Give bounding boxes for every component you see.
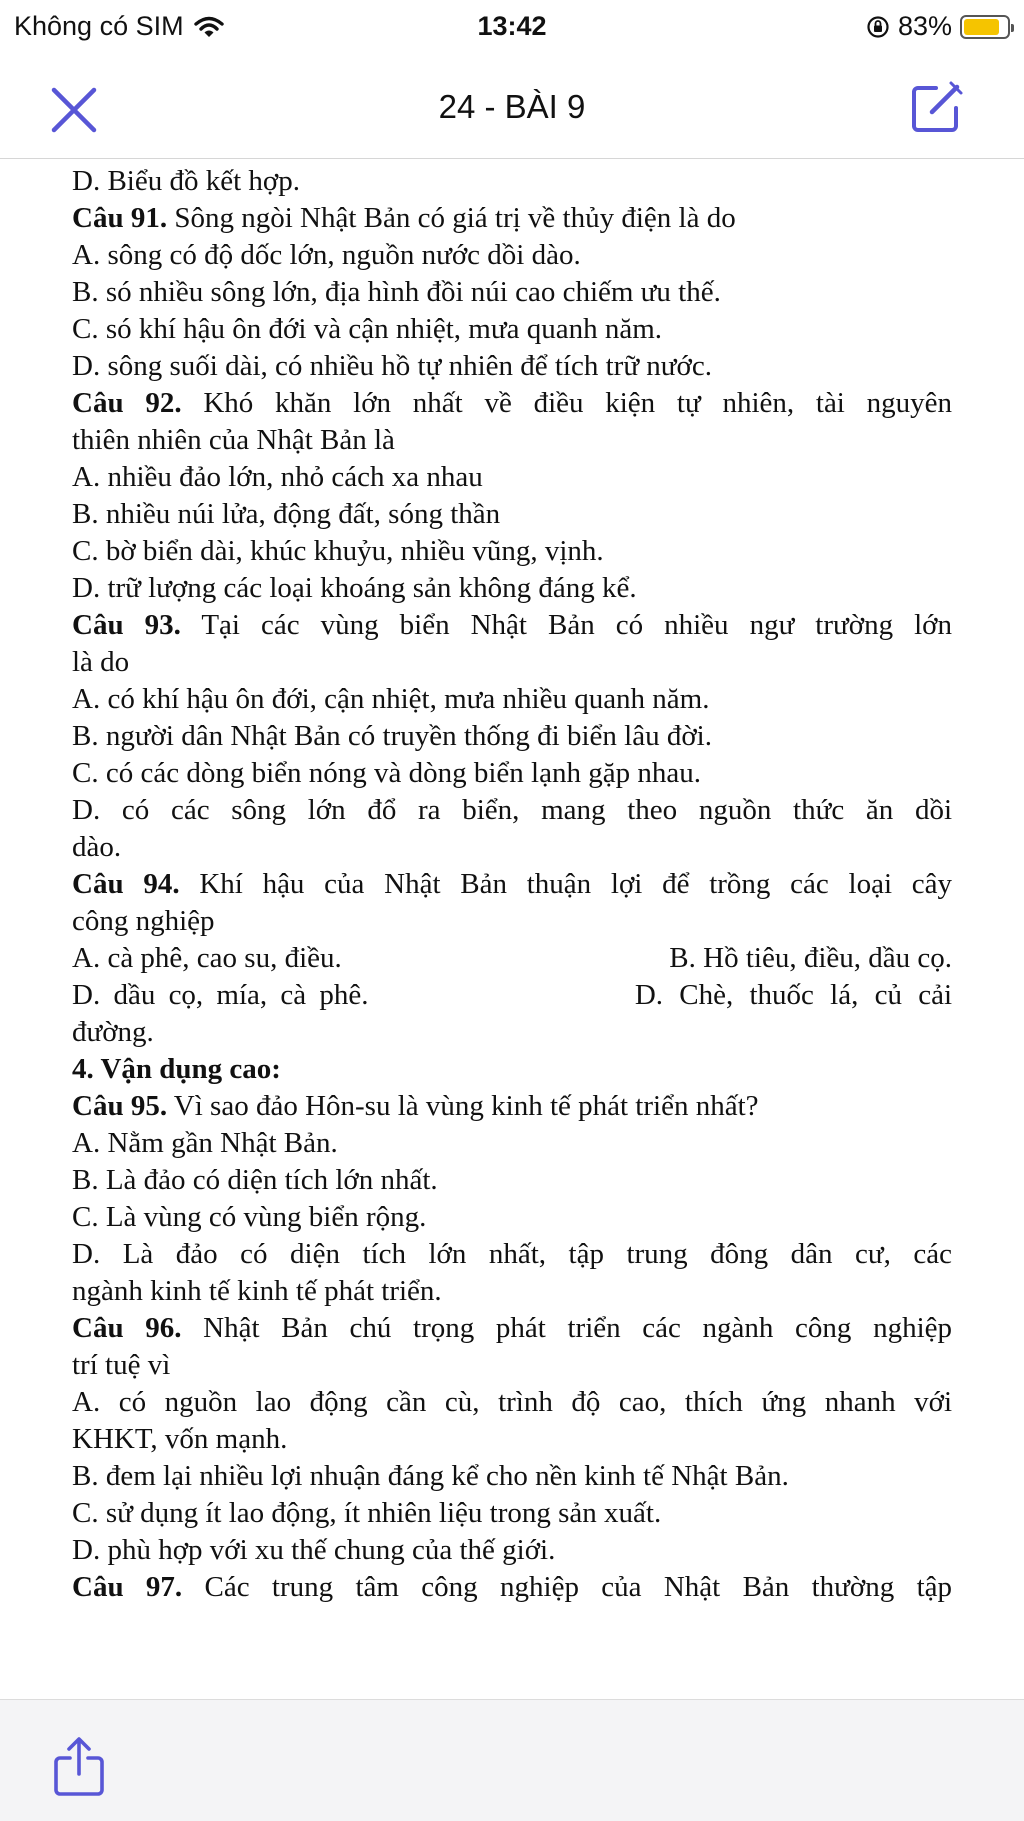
answer-option: D. trữ lượng các loại khoáng sản không đáng kể. bbox=[72, 572, 637, 604]
document-viewer[interactable] bbox=[0, 159, 1024, 1699]
question-text-cont: trí tuệ vì bbox=[72, 1349, 171, 1381]
answer-option: B. người dân Nhật Bản có truyền thống đi biển lâu đời. bbox=[72, 720, 712, 752]
question-text: Tại các vùng biển Nhật Bản có nhiều ngư trường lớn bbox=[180, 609, 952, 641]
question-95 bbox=[72, 1088, 952, 1125]
answer-option: C. só khí hậu ôn đới và cận nhiệt, mưa quanh năm. bbox=[72, 313, 662, 345]
status-bar bbox=[0, 0, 1024, 54]
status-time: 13:42 bbox=[477, 11, 547, 41]
question-97 bbox=[72, 1569, 952, 1606]
question-label: Câu 97. bbox=[72, 1571, 183, 1603]
answer-row bbox=[72, 977, 952, 1014]
question-text: Sông ngòi Nhật Bản có giá trị về thủy điện là do bbox=[167, 202, 736, 234]
answer-option: B. nhiều núi lửa, động đất, sóng thần bbox=[72, 498, 501, 530]
answer-option: D. phù hợp với xu thế chung của thế giới. bbox=[72, 1534, 556, 1566]
answer-option: C. sử dụng ít lao động, ít nhiên liệu trong sản xuất. bbox=[72, 1497, 662, 1529]
battery-level bbox=[964, 19, 999, 35]
nav-bar bbox=[0, 54, 1024, 159]
edit-icon[interactable] bbox=[906, 78, 966, 138]
answer-option: B. Là đảo có diện tích lớn nhất. bbox=[72, 1164, 438, 1196]
question-text-cont: thiên nhiên của Nhật Bản là bbox=[72, 424, 395, 456]
question-text: Khó khăn lớn nhất về điều kiện tự nhiên, tài nguyên bbox=[181, 387, 952, 419]
question-label: Câu 96. bbox=[72, 1312, 182, 1344]
question-label: Câu 94. bbox=[72, 868, 180, 900]
section-heading: 4. Vận dụng cao: bbox=[72, 1053, 281, 1085]
answer-option: A. có khí hậu ôn đới, cận nhiệt, mưa nhiều quanh năm. bbox=[72, 683, 710, 715]
question-94 bbox=[72, 866, 952, 903]
question-text-cont: là do bbox=[72, 646, 130, 678]
answer-option: D. có các sông lớn đổ ra biển, mang theo nguồn thức ăn dồi bbox=[72, 794, 952, 826]
answer-option: C. bờ biển dài, khúc khuỷu, nhiều vũng, vịnh. bbox=[72, 535, 604, 567]
question-label: Câu 91. bbox=[72, 202, 168, 234]
question-text: Nhật Bản chú trọng phát triển các ngành công nghiệp bbox=[181, 1312, 953, 1344]
doc-line: D. Biểu đồ kết hợp. bbox=[72, 165, 300, 197]
answer-option: A. nhiều đảo lớn, nhỏ cách xa nhau bbox=[72, 461, 483, 493]
question-label: Câu 92. bbox=[72, 387, 182, 419]
battery-percent: 83% bbox=[897, 11, 952, 41]
page-title: 24 - BÀI 9 bbox=[438, 88, 586, 125]
answer-option: A. cà phê, cao su, điều. bbox=[72, 942, 342, 974]
answer-option: D. sông suối dài, có nhiều hồ tự nhiên để tích trữ nước. bbox=[72, 350, 712, 382]
battery-icon bbox=[960, 15, 1010, 39]
answer-option-cont: ngành kinh tế kinh tế phát triển. bbox=[72, 1275, 442, 1307]
question-91 bbox=[72, 200, 952, 237]
answer-option: A. có nguồn lao động cần cù, trình độ cao, thích ứng nhanh với bbox=[72, 1386, 952, 1418]
orientation-lock-icon bbox=[866, 15, 890, 39]
answer-option: D. Là đảo có diện tích lớn nhất, tập trung đông dân cư, các bbox=[72, 1238, 952, 1270]
question-text: Vì sao đảo Hôn-su là vùng kinh tế phát triển nhất? bbox=[167, 1090, 759, 1122]
question-96 bbox=[72, 1310, 952, 1347]
carrier-label: Không có SIM bbox=[14, 11, 184, 41]
question-text: Khí hậu của Nhật Bản thuận lợi để trồng các loại cây bbox=[179, 868, 953, 900]
question-label: Câu 93. bbox=[72, 609, 181, 641]
answer-option: B. đem lại nhiều lợi nhuận đáng kể cho nền kinh tế Nhật Bản. bbox=[72, 1460, 789, 1492]
answer-option: B. Hồ tiêu, điều, dầu cọ. bbox=[669, 942, 952, 974]
share-icon[interactable] bbox=[52, 1736, 106, 1798]
question-label: Câu 95. bbox=[72, 1090, 168, 1122]
answer-option: D. dầu cọ, mía, cà phê. bbox=[72, 979, 369, 1011]
answer-option-cont: đường. bbox=[72, 1016, 154, 1048]
question-text: Các trung tâm công nghiệp của Nhật Bản thường tập bbox=[182, 1571, 952, 1603]
answer-option: C. có các dòng biển nóng và dòng biển lạnh gặp nhau. bbox=[72, 757, 701, 789]
answer-option: D. Chè, thuốc lá, củ cải bbox=[634, 979, 952, 1011]
answer-option: A. sông có độ dốc lớn, nguồn nước dồi dào. bbox=[72, 239, 581, 271]
document-page bbox=[72, 163, 952, 1606]
status-right bbox=[866, 11, 1010, 42]
answer-option: C. Là vùng có vùng biển rộng. bbox=[72, 1201, 427, 1233]
question-92 bbox=[72, 385, 952, 422]
answer-option-cont: KHKT, vốn mạnh. bbox=[72, 1423, 288, 1455]
answer-row bbox=[72, 940, 952, 977]
bottom-toolbar bbox=[0, 1699, 1024, 1821]
question-93 bbox=[72, 607, 952, 644]
answer-option: B. só nhiều sông lớn, địa hình đồi núi cao chiếm ưu thế. bbox=[72, 276, 721, 308]
answer-option-cont: dào. bbox=[72, 831, 122, 863]
question-text-cont: công nghiệp bbox=[72, 905, 215, 937]
answer-option: A. Nằm gần Nhật Bản. bbox=[72, 1127, 338, 1159]
